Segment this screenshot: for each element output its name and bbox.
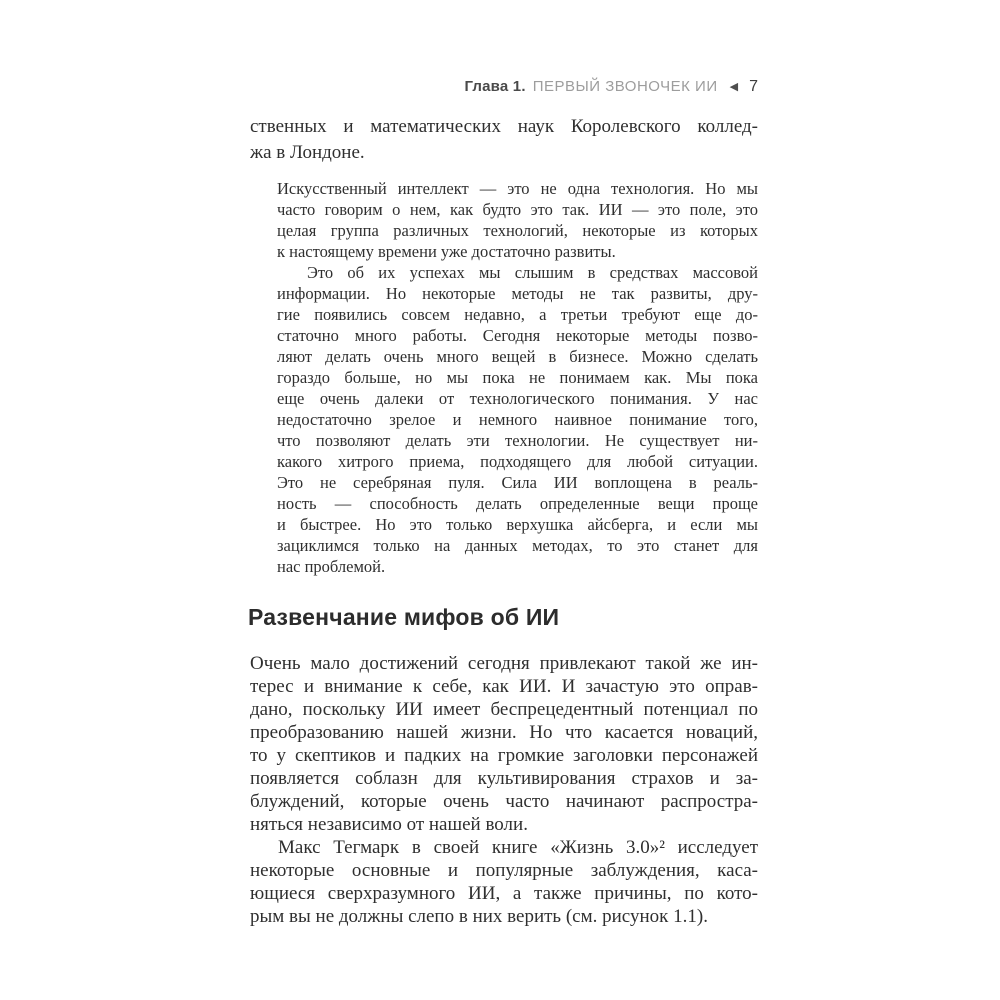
- text-line: рым вы не должны слепо в них верить (см. рисунок 1.1).: [250, 906, 708, 927]
- text-line: ляют делать очень много вещей в бизнесе. Можно сделать: [277, 347, 758, 366]
- text-line: зациклимся только на данных методах, то это станет для: [277, 536, 758, 555]
- block-quote: [277, 178, 758, 577]
- chapter-title: ПЕРВЫЙ ЗВОНОЧЕК ИИ: [532, 78, 718, 95]
- text-line: и быстрее. Но это только верхушка айсберга, и если мы: [277, 515, 758, 534]
- text-line: к настоящему времени уже достаточно развиты.: [277, 242, 616, 261]
- intro-paragraph: [250, 114, 758, 166]
- text-line: недостаточно зрелое и немного наивное понимание того,: [277, 410, 758, 429]
- text-line: ственных и математических наук Королевского коллед-: [250, 116, 758, 137]
- text-line: Искусственный интеллект — это не одна технология. Но мы: [277, 179, 758, 198]
- text-line: гораздо больше, но мы пока не понимаем как. Мы пока: [277, 368, 758, 387]
- page-number: 7: [749, 78, 758, 95]
- section-heading: Развенчание мифов об ИИ: [248, 604, 560, 630]
- text-line: появляется соблазн для культивирования страхов и за-: [250, 768, 758, 789]
- text-line: Макс Тегмарк в своей книге «Жизнь 3.0»² исследует: [278, 837, 758, 858]
- text-line: гие появились совсем недавно, а третьи требуют еще до-: [277, 305, 758, 324]
- text-line: Это об их успехах мы слышим в средствах массовой: [307, 263, 758, 282]
- text-line: дано, поскольку ИИ имеет беспрецедентный потенциал по: [250, 699, 758, 720]
- text-line: няться независимо от нашей воли.: [250, 814, 528, 835]
- text-line: терес и внимание к себе, как ИИ. И зачастую это оправ-: [250, 676, 758, 697]
- left-triangle-icon: ◀: [729, 80, 739, 93]
- text-line: нас проблемой.: [277, 557, 386, 576]
- text-line: некоторые основные и популярные заблуждения, каса-: [250, 860, 758, 881]
- text-line: целая группа различных технологий, некоторые из которых: [277, 221, 758, 240]
- text-line: Очень мало достижений сегодня привлекают такой же ин-: [250, 653, 758, 674]
- text-line: преобразованию нашей жизни. Но что касается новаций,: [250, 722, 758, 743]
- running-head: [250, 78, 758, 96]
- body-paragraphs: [250, 652, 758, 928]
- text-line: Это не серебряная пуля. Сила ИИ воплощена в реаль-: [277, 473, 758, 492]
- text-line: что позволяют делать эти технологии. Не существует ни-: [277, 431, 758, 450]
- text-line: статочно много работы. Сегодня некоторые методы позво-: [277, 326, 758, 345]
- text-line: какого хитрого приема, подходящего для любой ситуации.: [277, 452, 758, 471]
- chapter-label: Глава 1.: [464, 78, 526, 95]
- text-line: то у скептиков и падких на громкие заголовки персонажей: [250, 745, 758, 766]
- text-line: ющиеся сверхразумного ИИ, а также причины, по кото-: [250, 883, 758, 904]
- text-line: информации. Но некоторые методы не так развиты, дру-: [277, 284, 758, 303]
- text-line: еще очень далеки от технологического понимания. У нас: [277, 389, 758, 408]
- text-line: блуждений, которые очень часто начинают распростра-: [250, 791, 758, 812]
- text-line: ность — способность делать определенные вещи проще: [277, 494, 758, 513]
- text-line: жа в Лондоне.: [250, 142, 365, 163]
- text-line: часто говорим о нем, как будто это так. ИИ — это поле, это: [277, 200, 758, 219]
